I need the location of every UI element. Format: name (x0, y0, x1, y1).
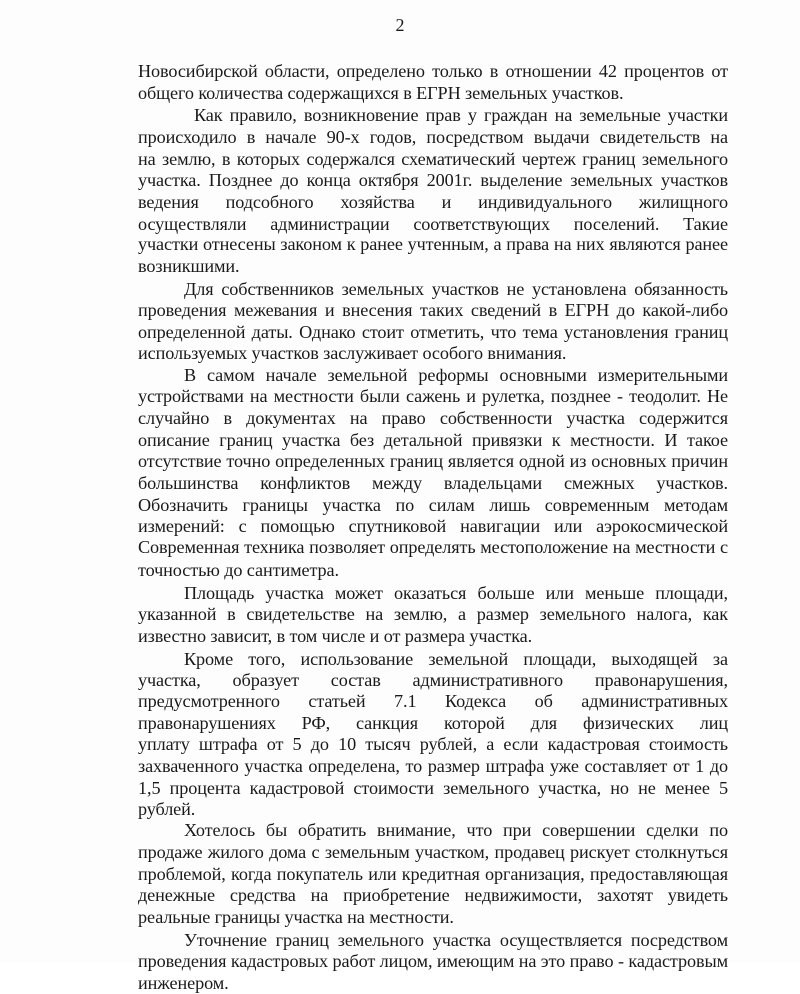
paragraph-4-line-4: описание границ участка без детальной привязки к местности. И такое (138, 429, 728, 450)
paragraph-8-line-3: инженером. (138, 973, 229, 993)
paragraph-2-line-7: участки отнесены законом к ранее учтенным, а права на них являются ранее (138, 234, 728, 255)
paragraph-8-line-2: проведения кадастровых работ лицом, имеющим на это право - кадастровым (138, 951, 728, 972)
paragraph-6-line-2: участка, образует состав административного правонарушения, (138, 670, 728, 691)
paragraph-7-line-3: проблемой, когда покупатель или кредитная организация, предоставляющая (138, 863, 728, 884)
paragraph-5-line-2: указанной в свидетельстве на землю, а размер земельного налога, как (138, 604, 728, 625)
paragraph-2-line-4: участка. Позднее до конца октября 2001г. выделение земельных участков (138, 170, 728, 191)
paragraph-1-line-1: Новосибирской области, определено только в отношении 42 процентов от (138, 60, 728, 81)
paragraph-2-line-5: ведения подсобного хозяйства и индивидуального жилищного (138, 191, 728, 212)
paragraph-2-line-2: происходило в начале 90-х годов, посредством выдачи свидетельств на (138, 126, 728, 147)
paragraph-6-line-3: предусмотренного статьей 7.1 Кодекса об административных (138, 690, 728, 711)
paragraph-6-line-4: правонарушениях РФ, санкция которой для физических лиц (138, 712, 728, 733)
paragraph-2-line-8: возникшими. (138, 256, 240, 277)
paragraph-4-line-10: точностью до сантиметра. (138, 559, 339, 580)
paragraph-2-line-3: на землю, в которых содержался схематический чертеж границ земельного (138, 148, 728, 169)
paragraph-6-line-7: 1,5 процента кадастровой стоимости земельного участка, но не менее 5 (138, 777, 728, 798)
paragraph-3-line-4: используемых участков заслуживает особого внимания. (138, 342, 567, 363)
paragraph-4-line-7: Обозначить границы участка по силам лишь современным методам (138, 494, 728, 515)
paragraph-3-line-1: Для собственников земельных участков не установлена обязанность (184, 278, 728, 299)
paragraph-4-line-1: В самом начале земельной реформы основными измерительными (184, 364, 728, 385)
paragraph-5-line-1: Площадь участка может оказаться больше или меньше площади, (184, 582, 728, 603)
paragraph-1-line-2: общего количества содержащихся в ЕГРН земельных участков. (138, 83, 624, 104)
paragraph-5-line-3: известно зависит, в том числе и от размера участка. (138, 625, 533, 646)
paragraph-2-line-6: осуществляли администрации соответствующих поселений. Такие (138, 213, 728, 234)
paragraph-7-line-4: денежные средства на приобретение недвижимости, захотят увидеть (138, 885, 728, 906)
paragraph-4-line-5: отсутствие точно определенных границ является одной из основных причин (138, 451, 728, 472)
paragraph-6-line-1: Кроме того, использование земельной площади, выходящей за (184, 648, 728, 669)
page-number: 2 (395, 15, 405, 35)
paragraph-2-line-1: Как правило, возникновение прав у граждан на земельные участки (194, 105, 728, 126)
paragraph-7-line-1: Хотелось бы обратить внимание, что при совершении сделки по (184, 820, 728, 841)
paragraph-6-line-8: рублей. (138, 799, 196, 820)
paragraph-7-line-5: реальные границы участка на местности. (138, 907, 454, 927)
paragraph-4-line-6: большинства конфликтов между владельцами смежных участков. (138, 473, 728, 493)
paragraph-4-line-2: устройствами на местности были сажень и рулетка, позднее - теодолит. Не (138, 386, 728, 407)
paragraph-8-line-1: Уточнение границ земельного участка осуществляется посредством (184, 929, 728, 950)
paragraph-3-line-3: определенной даты. Однако стоит отметить, что тема установления границ (138, 322, 728, 343)
paragraph-3-line-2: проведения межевания и внесения таких сведений в ЕГРН до какой-либо (138, 300, 728, 321)
paragraph-4-line-3: случайно в документах на право собственности участка содержится (138, 408, 728, 428)
paragraph-4-line-8: измерений: с помощью спутниковой навигации или аэрокосмической (138, 516, 728, 537)
paragraph-7-line-2: продаже жилого дома с земельным участком, продавец рискует столкнуться (138, 841, 728, 862)
paragraph-6-line-5: уплату штрафа от 5 до 10 тысяч рублей, а если кадастровая стоимость (138, 734, 728, 755)
paragraph-6-line-6: захваченного участка определена, то размер штрафа уже составляет от 1 до (138, 756, 728, 776)
paragraph-4-line-9: Современная техника позволяет определять местоположение на местности с (138, 537, 728, 558)
